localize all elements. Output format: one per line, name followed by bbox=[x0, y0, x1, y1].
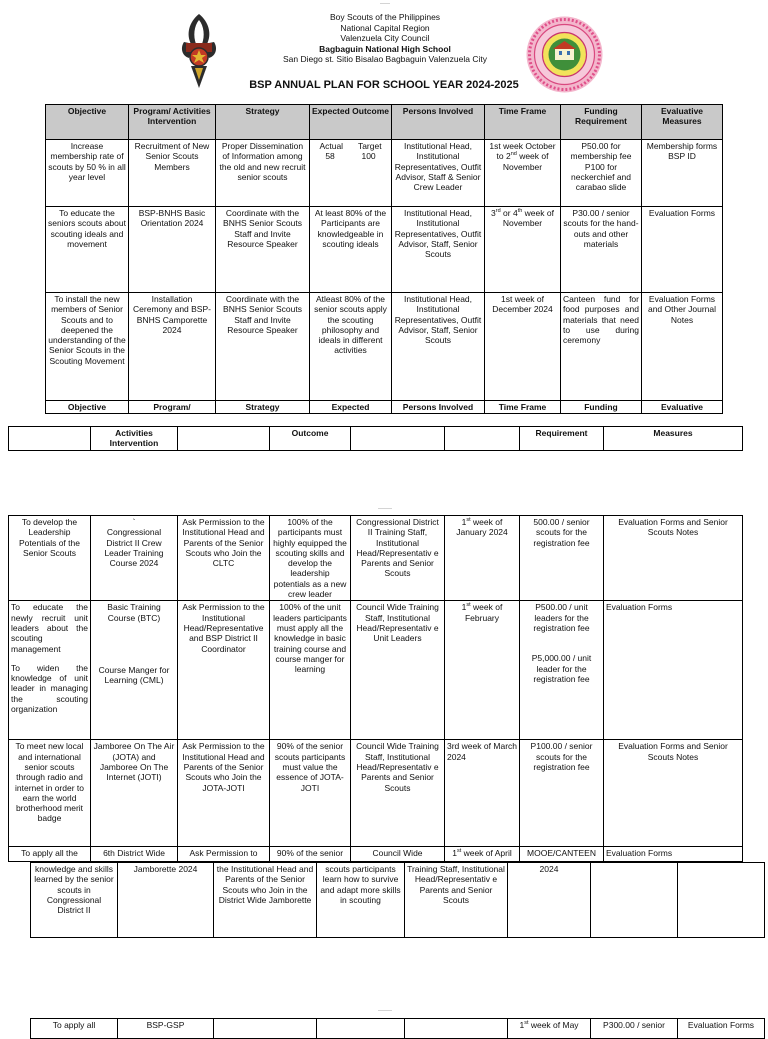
cell-funding: 500.00 / senior scouts for the registration fee bbox=[520, 516, 604, 601]
header-funding: Funding Requirement bbox=[561, 105, 642, 140]
cell-objective: To install the new members of Senior Scouts and to deepened the understanding of the Senior Scouts in the Scouting Movement bbox=[46, 293, 129, 401]
header-funding-bottom: Requirement bbox=[520, 427, 604, 451]
cell-objective: Increase membership rate of scouts by 50 % in all year level bbox=[46, 140, 129, 207]
cell-program: Jamboree On The Air (JOTA) and Jamboree On The Internet (JOTI) bbox=[91, 740, 178, 847]
cell-persons: Institutional Head, Institutional Representatives, Outfit Advisor, Staff, Senior Scouts bbox=[392, 293, 485, 401]
table-row bbox=[46, 207, 723, 293]
cell-expected-outcome: scouts participants learn how to survive and adapt more skills in scouting bbox=[317, 863, 405, 938]
cell-evaluative: Membership forms BSP ID bbox=[642, 140, 723, 207]
cell-evaluative: Evaluation Forms bbox=[642, 207, 723, 293]
header-expected-top: Expected bbox=[310, 401, 392, 414]
page-divider bbox=[378, 508, 392, 509]
cell-expected-outcome: 90% of the senior scouts participants must value the essence of JOTA-JOTI bbox=[270, 740, 351, 847]
cell-strategy: Proper Dissemination of Information among the old and new recruit senior scouts bbox=[216, 140, 310, 207]
cell-time-frame: 1st week of February bbox=[445, 601, 520, 740]
cell-funding: P100.00 / senior scouts for the registration fee bbox=[520, 740, 604, 847]
header-evaluative-bottom: Measures bbox=[604, 427, 743, 451]
annual-plan-table-page3 bbox=[30, 1018, 765, 1039]
cell-program: Jamborette 2024 bbox=[118, 863, 214, 938]
header-time-frame: Time Frame bbox=[485, 105, 561, 140]
header-strategy: Strategy bbox=[216, 105, 310, 140]
cell-evaluative: Evaluation Forms and Senior Scouts Notes bbox=[604, 516, 743, 601]
cell-evaluative: Evaluation Forms bbox=[678, 1019, 765, 1039]
annual-plan-table-continued-row bbox=[30, 862, 765, 938]
table-row bbox=[31, 1019, 765, 1039]
council-name: Valenzuela City Council bbox=[340, 33, 430, 43]
cell-funding: P50.00 for membership fee P100 for neckerchief and carabao slide bbox=[561, 140, 642, 207]
cell-time-frame: 1st week of April bbox=[445, 847, 520, 862]
header-objective: Objective bbox=[46, 105, 129, 140]
cell-expected-outcome: 100% of the unit leaders participants must apply all the knowledge in basic training course and course manger for learning bbox=[270, 601, 351, 740]
cell-objective: To meet new local and international senior scouts through radio and internet in order to earn the world brotherhood merit badge bbox=[9, 740, 91, 847]
header-evaluative: Evaluative Measures bbox=[642, 105, 723, 140]
cell-time-frame: 2024 bbox=[508, 863, 591, 938]
header-program: Program/ Activities Intervention bbox=[129, 105, 216, 140]
cell-funding: Canteen fund for food purposes and materials that need to use during ceremony bbox=[561, 293, 642, 401]
cell-strategy: Coordinate with the BNHS Senior Scouts Staff and Invite Resource Speaker bbox=[216, 293, 310, 401]
table-header-row bbox=[9, 427, 743, 451]
table-row bbox=[46, 293, 723, 401]
cell-expected-outcome bbox=[310, 140, 392, 207]
header-objective: Objective bbox=[46, 401, 129, 414]
region-name: National Capital Region bbox=[340, 22, 430, 33]
cell-persons: Institutional Head, Institutional Representatives, Outfit Advisor, Staff, Senior Scouts bbox=[392, 207, 485, 293]
table-row bbox=[9, 847, 743, 862]
cell-persons: Training Staff, Institutional Head/Representativ e Parents and Senior Scouts bbox=[405, 863, 508, 938]
school-address: San Diego st. Sitio Bisalao Bagbaguin Valenzuela City bbox=[283, 54, 487, 64]
table-row bbox=[46, 140, 723, 207]
cell-evaluative: Evaluation Forms bbox=[604, 601, 743, 740]
header-evaluative-top: Evaluative bbox=[642, 401, 723, 414]
cell-objective: To apply all the bbox=[9, 847, 91, 862]
actual-value: 58 bbox=[325, 151, 335, 162]
table-row bbox=[9, 740, 743, 847]
cell-strategy: Ask Permission to bbox=[178, 847, 270, 862]
annual-plan-table-page2 bbox=[8, 515, 743, 862]
annual-plan-table-continued-header bbox=[8, 426, 743, 451]
table-header-row-repeat bbox=[46, 401, 723, 414]
table-header-row bbox=[46, 105, 723, 140]
cell-strategy: Ask Permission to the Institutional Head/Representative and BSP District II Coordinator bbox=[178, 601, 270, 740]
cell-program: ` Congressional District II Crew Leader Training Course 2024 bbox=[91, 516, 178, 601]
target-value: 100 bbox=[361, 151, 376, 162]
document-title: BSP ANNUAL PLAN FOR SCHOOL YEAR 2024-2025 bbox=[249, 79, 519, 91]
cell-time-frame: 1st week of December 2024 bbox=[485, 293, 561, 401]
header-persons-involved: Persons Involved bbox=[392, 401, 485, 414]
cell-time-frame: 3rd week of March 2024 bbox=[445, 740, 520, 847]
cell-persons: Congressional District II Training Staff, Institutional Head/Representativ e Parents and Senior Scouts bbox=[351, 516, 445, 601]
cell-program: Basic Training Course (BTC) Course Manger for Learning (CML) bbox=[91, 601, 178, 740]
cell-expected-outcome: At least 80% of the Participants are knowledgeable in scouting ideals bbox=[310, 207, 392, 293]
table-row bbox=[9, 516, 743, 601]
cell-persons: Institutional Head, Institutional Representatives, Outfit Advisor, Staff & Senior Crew Leader bbox=[392, 140, 485, 207]
cell-expected-outcome: Atleast 80% of the senior scouts apply the scouting philosophy and ideals in different activities bbox=[310, 293, 392, 401]
table-row bbox=[31, 863, 765, 938]
header-expected-outcome: Expected Outcome bbox=[310, 105, 392, 140]
header-program-bottom: Activities Intervention bbox=[91, 427, 178, 451]
cell-objective: knowledge and skills learned by the senior scouts in Congressional District II bbox=[31, 863, 118, 938]
cell-objective: To educate the newly recruit unit leaders about the scouting management To widen the knowledge of unit leader in managing the scouting organization bbox=[9, 601, 91, 740]
document-header bbox=[240, 12, 530, 65]
cell-program: 6th District Wide bbox=[91, 847, 178, 862]
page-divider bbox=[380, 3, 390, 4]
header-program-top: Program/ bbox=[129, 401, 216, 414]
target-label: Target bbox=[357, 141, 382, 151]
cell-funding: MOOE/CANTEEN bbox=[520, 847, 604, 862]
cell-persons: Council Wide bbox=[351, 847, 445, 862]
page-divider bbox=[378, 1010, 392, 1011]
cell-funding: P30.00 / senior scouts for the hand-outs and other materials bbox=[561, 207, 642, 293]
cell-program: BSP-GSP bbox=[118, 1019, 214, 1039]
school-name: Bagbaguin National High School bbox=[319, 43, 451, 54]
cell-evaluative: Evaluation Forms and Senior Scouts Notes bbox=[604, 740, 743, 847]
cell-strategy: the Institutional Head and Parents of the Senior Scouts who Join in the District Wide Jamborette bbox=[214, 863, 317, 938]
cell-time-frame: 3rd or 4th week of November bbox=[485, 207, 561, 293]
table-row bbox=[9, 601, 743, 740]
actual-label: Actual bbox=[319, 141, 344, 151]
header-persons-involved: Persons Involved bbox=[392, 105, 485, 140]
cell-objective: To develop the Leadership Potentials of the Senior Scouts bbox=[9, 516, 91, 601]
cell-program: BSP-BNHS Basic Orientation 2024 bbox=[129, 207, 216, 293]
header-time-frame: Time Frame bbox=[485, 401, 561, 414]
cell-time-frame: 1st week of May bbox=[508, 1019, 591, 1039]
cell-time-frame: 1st week of January 2024 bbox=[445, 516, 520, 601]
cell-strategy: Coordinate with the BNHS Senior Scouts Staff and Invite Resource Speaker bbox=[216, 207, 310, 293]
cell-expected-outcome: 90% of the senior bbox=[270, 847, 351, 862]
cell-funding: P300.00 / senior bbox=[591, 1019, 678, 1039]
cell-funding: P500.00 / unit leaders for the registration fee P5,000.00 / unit leader for the registration fee bbox=[520, 601, 604, 740]
cell-evaluative: Evaluation Forms bbox=[604, 847, 743, 862]
cell-expected-outcome: 100% of the participants must highly equipped the scouting skills and develop the leadership potentials as a new crew leader bbox=[270, 516, 351, 601]
cell-persons: Council Wide Training Staff, Institutional Head/Representativ e Parents and Senior Scouts bbox=[351, 740, 445, 847]
header-strategy: Strategy bbox=[216, 401, 310, 414]
header-funding-top: Funding bbox=[561, 401, 642, 414]
cell-objective: To educate the seniors scouts about scouting ideals and movement bbox=[46, 207, 129, 293]
org-name: Boy Scouts of the Philippines bbox=[329, 12, 441, 22]
cell-persons: Council Wide Training Staff, Institutional Head/Representativ e Unit Leaders bbox=[351, 601, 445, 740]
cell-program: Installation Ceremony and BSP-BNHS Camporette 2024 bbox=[129, 293, 216, 401]
cell-evaluative: Evaluation Forms and Other Journal Notes bbox=[642, 293, 723, 401]
cell-strategy: Ask Permission to the Institutional Head and Parents of the Senior Scouts who Join the CLTC bbox=[178, 516, 270, 601]
cell-strategy: Ask Permission to the Institutional Head and Parents of the Senior Scouts who Join the JOTA-JOTI bbox=[178, 740, 270, 847]
header-expected-bottom: Outcome bbox=[270, 427, 351, 451]
cell-program: Recruitment of New Senior Scouts Members bbox=[129, 140, 216, 207]
annual-plan-table-page1 bbox=[45, 104, 723, 414]
cell-time-frame: 1st week October to 2nd week of November bbox=[485, 140, 561, 207]
cell-objective: To apply all bbox=[31, 1019, 118, 1039]
